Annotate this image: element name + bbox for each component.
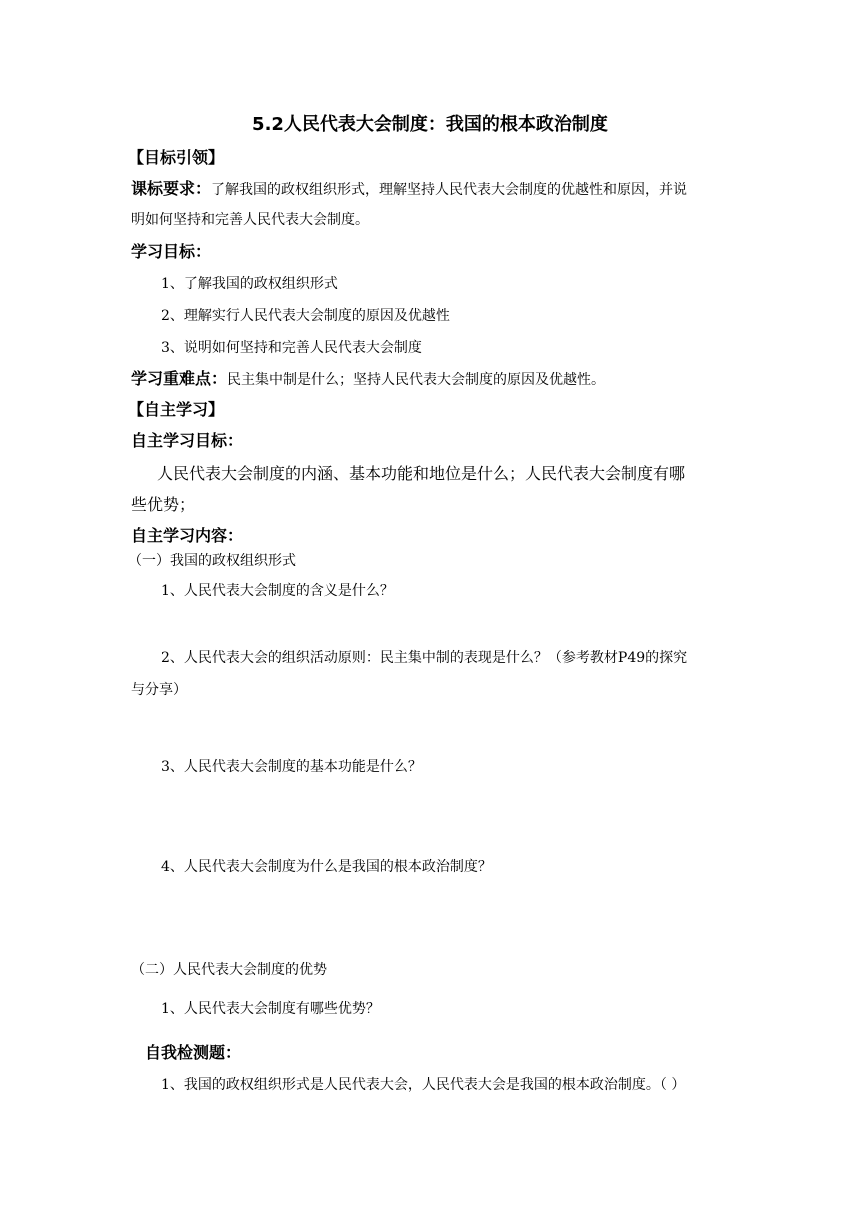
self-content-label: 自主学习内容： <box>131 526 244 545</box>
key-points-text: 民主集中制是什么；坚持人民代表大会制度的原因及优越性。 <box>227 372 606 388</box>
objective-item: 3、说明如何坚持和完善人民代表大会制度 <box>161 340 422 356</box>
self-goal-line-1: 人民代表大会制度的内涵、基本功能和地位是什么；人民代表大会制度有哪 <box>157 464 686 483</box>
page-title: 5.2人民代表大会制度：我国的根本政治制度 <box>252 114 608 135</box>
question-item: 4、人民代表大会制度为什么是我国的根本政治制度？ <box>161 859 492 875</box>
question-item: 2、人民代表大会的组织活动原则：民主集中制的表现是什么？（参考教材P49的探究 <box>161 650 688 666</box>
part-one-heading: （一）我国的政权组织形式 <box>128 553 296 569</box>
self-goal-label: 自主学习目标： <box>131 431 244 450</box>
curriculum-label: 课标要求： <box>131 179 212 198</box>
section-heading-self-study: 【自主学习】 <box>128 400 225 419</box>
section-heading-goals: 【目标引领】 <box>128 148 225 167</box>
question-item-continuation: 与分享） <box>131 682 187 698</box>
curriculum-line-1 <box>131 181 687 197</box>
objective-item: 1、了解我国的政权组织形式 <box>161 276 338 292</box>
question-item: 1、人民代表大会制度有哪些优势？ <box>161 1001 380 1017</box>
curriculum-line-2: 明如何坚持和完善人民代表大会制度。 <box>131 212 369 228</box>
question-item: 3、人民代表大会制度的基本功能是什么？ <box>161 759 422 775</box>
self-goal-line-2: 些优势； <box>131 495 196 514</box>
objectives-label: 学习目标： <box>131 242 212 261</box>
key-points-line <box>131 371 605 387</box>
objective-item: 2、理解实行人民代表大会制度的原因及优越性 <box>161 308 450 324</box>
key-points-label: 学习重难点： <box>131 369 228 388</box>
part-two-heading: （二）人民代表大会制度的优势 <box>131 962 327 978</box>
self-test-question: 1、我国的政权组织形式是人民代表大会，人民代表大会是我国的根本政治制度。（ ） <box>161 1077 686 1093</box>
curriculum-text-1: 了解我国的政权组织形式，理解坚持人民代表大会制度的优越性和原因，并说 <box>211 182 688 198</box>
question-item: 1、人民代表大会制度的含义是什么？ <box>161 583 394 599</box>
self-test-label: 自我检测题： <box>145 1043 242 1062</box>
